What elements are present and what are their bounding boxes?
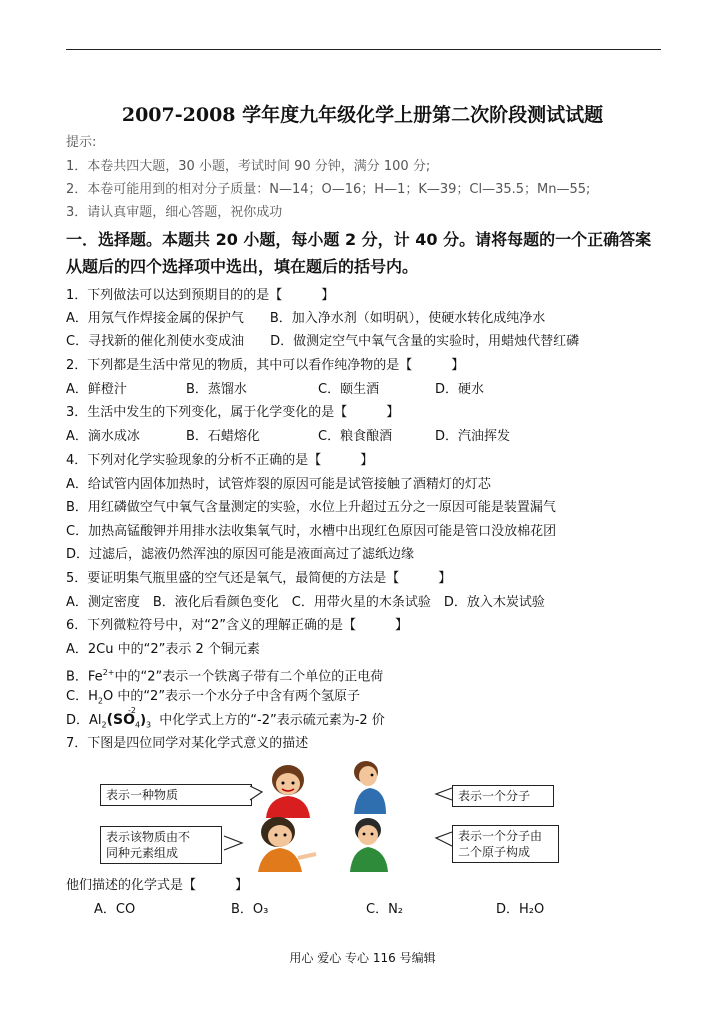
- page-footer: 用心 爱心 专心 116 号编辑: [289, 951, 436, 965]
- student-boy-1-illustration: [258, 760, 318, 820]
- section1-heading-1: 一．选择题。本题共 20 小题，每小题 2 分，计 40 分。请将每题的一个正确答案: [66, 230, 652, 249]
- tip-2: 2．本卷可能用到的相对分子质量：N—14；O—16；H—1；K—39；Cl—35.5；Mn—55;: [66, 182, 591, 197]
- q7-options: [94, 901, 544, 919]
- q2-option-c: C．颐生酒: [318, 382, 380, 397]
- bubble-molecule: 表示一个分子: [452, 785, 554, 807]
- student-boy-2-illustration: [344, 756, 394, 816]
- q5-options: A．测定密度 B．液化后看颜色变化 C．用带火星的木条试验 D．放入木炭试验: [66, 595, 545, 610]
- q4-option-a: A．给试管内固体加热时，试管炸裂的原因可能是试管接触了酒精灯的灯芯: [66, 477, 491, 492]
- tip-3: 3．请认真审题，细心答题，祝你成功: [66, 205, 283, 220]
- q6-option-a: A．2Cu 中的“2”表示 2 个铜元素: [66, 642, 260, 657]
- tip-1: 1．本卷共四大题，30 小题，考试时间 90 分钟，满分 100 分;: [66, 159, 431, 174]
- q7-ask: 他们描述的化学式是【 】: [66, 878, 249, 893]
- q3-stem: 3．生活中发生的下列变化，属于化学变化的是【 】: [66, 405, 400, 420]
- q2-options: [66, 381, 484, 399]
- q3-option-b: B．石蜡熔化: [186, 429, 260, 444]
- q3-options: [66, 428, 510, 446]
- q6-option-c: C．$H_2O$ 中的“2”表示一个水分子中含有两个氢原子: [66, 689, 361, 706]
- q4-option-b: B．用红磷做空气中氧气含量测定的实验，水位上升超过五分之一原因可能是装置漏气: [66, 500, 556, 515]
- bubble-elements: 表示该物质由不 同种元素组成: [100, 826, 222, 864]
- student-boy-3-illustration: [344, 814, 394, 874]
- bubble-atoms: 表示一个分子由 二个原子构成: [452, 825, 559, 863]
- q7-stem: 7．下图是四位同学对某化学式意义的描述: [66, 736, 309, 751]
- q7-option-d: D．H₂O: [496, 902, 545, 917]
- section1-heading-2: 从题后的四个选择项中选出，填在题后的括号内。: [66, 257, 419, 276]
- q6-option-d: D．$Al_2(SO_4)_3$ -2 中化学式上方的“-2”表示硫元素为-2 价: [66, 711, 385, 735]
- q7-option-a: A．CO: [94, 902, 136, 917]
- q3-option-c: C．粮食酿酒: [318, 429, 393, 444]
- charge-mark: -2: [128, 706, 136, 715]
- q1-options-ab: A．用氖气作焊接金属的保护气 B．加入净水剂（如明矾），使硬水转化成纯净水: [66, 311, 546, 326]
- q4-option-d: D．过滤后，滤液仍然浑浊的原因可能是液面高过了滤纸边缘: [66, 547, 415, 562]
- q6-option-b: B．$Fe^{2+}$中的“2”表示一个铁离子带有二个单位的正电荷: [66, 668, 384, 685]
- tips-label: 提示:: [66, 135, 97, 150]
- page-title: 2007-2008 学年度九年级化学上册第二次阶段测试试题: [121, 104, 604, 126]
- q1-options-cd: C．寻找新的催化剂使水变成油 D．做测定空气中氧气含量的实验时，用蜡烛代替红磷: [66, 334, 580, 349]
- q7-option-b: B．O₃: [231, 902, 269, 917]
- student-girl-illustration: [252, 814, 322, 874]
- q7-option-c: C．N₂: [366, 902, 404, 917]
- q2-option-d: D．硬水: [435, 382, 485, 397]
- q4-option-c: C．加热高锰酸钾并用排水法收集氧气时，水槽中出现红色原因可能是管口没放棉花团: [66, 524, 557, 539]
- q4-stem: 4．下列对化学实验现象的分析不正确的是【 】: [66, 453, 374, 468]
- q1-stem: 1．下列做法可以达到预期目的的是【 】: [66, 288, 335, 303]
- q3-option-d: D．汽油挥发: [435, 429, 511, 444]
- q2-option-a: A．鲜橙汁: [66, 382, 127, 397]
- q5-stem: 5．要证明集气瓶里盛的空气还是氧气，最简便的方法是【 】: [66, 571, 452, 586]
- bubble-substance: 表示一种物质: [100, 784, 252, 806]
- q2-stem: 2．下列都是生活中常见的物质，其中可以看作纯净物的是【 】: [66, 358, 465, 373]
- q2-option-b: B．蒸馏水: [186, 382, 247, 397]
- header-rule: [66, 49, 661, 50]
- q6-stem: 6．下列微粒符号中，对“2”含义的理解正确的是【 】: [66, 618, 409, 633]
- q3-option-a: A．滴水成冰: [66, 429, 140, 444]
